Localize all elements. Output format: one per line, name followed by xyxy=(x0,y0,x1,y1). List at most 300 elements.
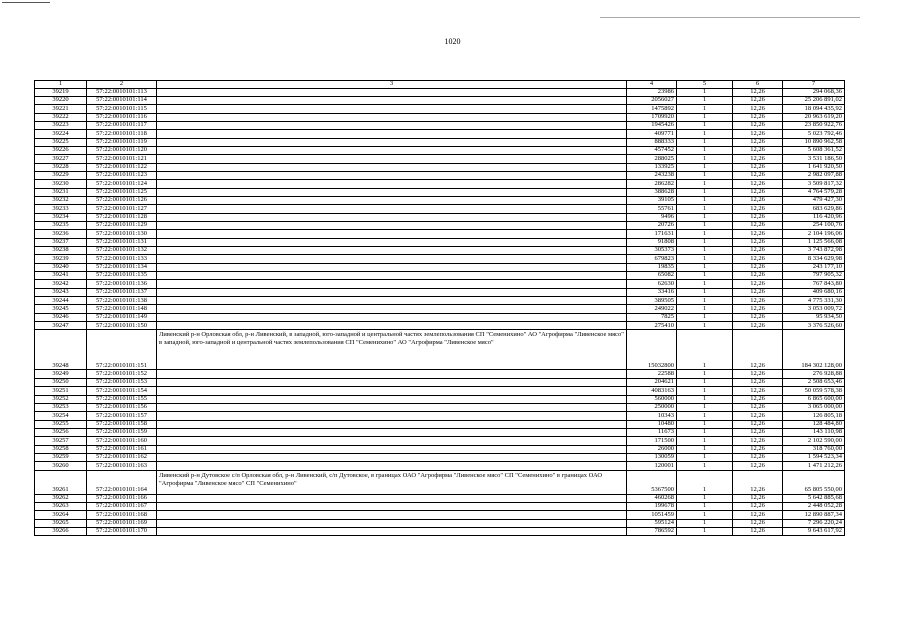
rate-value: 12,26 xyxy=(733,437,783,445)
location-description: Ливенский р-н Дутовское с/п Орловская обл, р-н Ливенский, с/п Дутовское, в границах ОАО "Агрофирма "Ливенское мясо" СП "Семенихино" в границах ОАО "Агрофирма "Ливенское мясо" СП "Семенихино" xyxy=(157,470,627,494)
location-description xyxy=(157,322,627,330)
cadastral-value: 4 775 331,30 xyxy=(783,297,845,305)
row-number: 39224 xyxy=(35,130,87,138)
cadastral-number: 57:22:0010101:116 xyxy=(87,113,157,121)
cadastral-value: 143 110,98 xyxy=(783,428,845,436)
table-row xyxy=(35,511,845,519)
cadastral-value: 1 641 920,50 xyxy=(783,163,845,171)
cadastral-number: 57:22:0010101:134 xyxy=(87,263,157,271)
cadastral-number: 57:22:0010101:124 xyxy=(87,180,157,188)
scan-artifact-top-left xyxy=(2,2,50,3)
location-description xyxy=(157,121,627,129)
cadastral-number: 57:22:0010101:158 xyxy=(87,420,157,428)
rate-value: 12,26 xyxy=(733,445,783,453)
row-number: 39231 xyxy=(35,188,87,196)
cadastral-number: 57:22:0010101:138 xyxy=(87,297,157,305)
location-description xyxy=(157,502,627,510)
area-value: 10480 xyxy=(627,420,677,428)
area-value: 22588 xyxy=(627,370,677,378)
location-description xyxy=(157,403,627,411)
location-description xyxy=(157,428,627,436)
area-value: 4083163 xyxy=(627,387,677,395)
location-description xyxy=(157,130,627,138)
cadastral-value: 116 420,96 xyxy=(783,213,845,221)
row-number: 39240 xyxy=(35,263,87,271)
cadastral-value: 2 102 590,00 xyxy=(783,437,845,445)
cadastral-value: 10 890 962,58 xyxy=(783,138,845,146)
rate-value: 12,26 xyxy=(733,105,783,113)
table-row xyxy=(35,121,845,129)
coefficient-value: 1 xyxy=(677,88,733,96)
cadastral-value: 8 334 629,98 xyxy=(783,255,845,263)
rate-value: 12,26 xyxy=(733,188,783,196)
coefficient-value: 1 xyxy=(677,378,733,386)
table-row xyxy=(35,420,845,428)
coefficient-value: 1 xyxy=(677,322,733,330)
rate-value: 12,26 xyxy=(733,403,783,411)
coefficient-value: 1 xyxy=(677,230,733,238)
column-header: 5 xyxy=(677,81,733,89)
table-row xyxy=(35,272,845,280)
table-row xyxy=(35,519,845,527)
cadastral-number: 57:22:0010101:160 xyxy=(87,437,157,445)
location-description xyxy=(157,213,627,221)
table-row xyxy=(35,180,845,188)
coefficient-value: 1 xyxy=(677,272,733,280)
area-value: 39105 xyxy=(627,196,677,204)
location-description xyxy=(157,180,627,188)
row-number: 39243 xyxy=(35,288,87,296)
rate-value: 12,26 xyxy=(733,138,783,146)
table-row xyxy=(35,462,845,470)
coefficient-value: 1 xyxy=(677,171,733,179)
coefficient-value: 1 xyxy=(677,420,733,428)
coefficient-value: 1 xyxy=(677,445,733,453)
area-value: 23986 xyxy=(627,88,677,96)
header-row xyxy=(35,81,845,89)
rate-value: 12,26 xyxy=(733,387,783,395)
table-row xyxy=(35,171,845,179)
rate-value: 12,26 xyxy=(733,113,783,121)
cadastral-value: 1 125 566,08 xyxy=(783,238,845,246)
location-description xyxy=(157,272,627,280)
row-number: 39221 xyxy=(35,105,87,113)
column-header: 6 xyxy=(733,81,783,89)
row-number: 39257 xyxy=(35,437,87,445)
location-description xyxy=(157,105,627,113)
cadastral-value: 276 928,88 xyxy=(783,370,845,378)
coefficient-value: 1 xyxy=(677,196,733,204)
row-number: 39237 xyxy=(35,238,87,246)
cadastral-number: 57:22:0010101:169 xyxy=(87,519,157,527)
cadastral-value: 2 448 052,28 xyxy=(783,502,845,510)
column-header: 3 xyxy=(157,81,627,89)
table-row xyxy=(35,213,845,221)
coefficient-value: 1 xyxy=(677,462,733,470)
cadastral-value: 6 865 600,00 xyxy=(783,395,845,403)
row-number: 39219 xyxy=(35,88,87,96)
area-value: 171500 xyxy=(627,437,677,445)
row-number: 39254 xyxy=(35,412,87,420)
row-number: 39259 xyxy=(35,453,87,461)
cadastral-value: 25 206 891,02 xyxy=(783,96,845,104)
cadastral-value: 3 743 872,98 xyxy=(783,247,845,255)
table-row xyxy=(35,330,845,370)
rate-value: 12,26 xyxy=(733,453,783,461)
area-value: 560000 xyxy=(627,395,677,403)
rate-value: 12,26 xyxy=(733,238,783,246)
rate-value: 12,26 xyxy=(733,330,783,370)
location-description xyxy=(157,420,627,428)
row-number: 39227 xyxy=(35,155,87,163)
row-number: 39245 xyxy=(35,305,87,313)
coefficient-value: 1 xyxy=(677,305,733,313)
table-row xyxy=(35,412,845,420)
cadastral-value: 5 023 792,46 xyxy=(783,130,845,138)
coefficient-value: 1 xyxy=(677,313,733,321)
area-value: 1945426 xyxy=(627,121,677,129)
area-value: 7825 xyxy=(627,313,677,321)
row-number: 39263 xyxy=(35,502,87,510)
coefficient-value: 1 xyxy=(677,263,733,271)
cadastral-value: 3 065 000,00 xyxy=(783,403,845,411)
rate-value: 12,26 xyxy=(733,322,783,330)
cadastral-number: 57:22:0010101:152 xyxy=(87,370,157,378)
area-value: 409771 xyxy=(627,130,677,138)
row-number: 39247 xyxy=(35,322,87,330)
row-number: 39251 xyxy=(35,387,87,395)
cadastral-number: 57:22:0010101:161 xyxy=(87,445,157,453)
row-number: 39265 xyxy=(35,519,87,527)
cadastral-value: 318 760,00 xyxy=(783,445,845,453)
location-description xyxy=(157,494,627,502)
row-number: 39244 xyxy=(35,297,87,305)
cadastral-number: 57:22:0010101:114 xyxy=(87,96,157,104)
cadastral-value: 128 484,80 xyxy=(783,420,845,428)
area-value: 786592 xyxy=(627,527,677,535)
rate-value: 12,26 xyxy=(733,230,783,238)
cadastral-number: 57:22:0010101:123 xyxy=(87,171,157,179)
area-value: 595124 xyxy=(627,519,677,527)
cadastral-number: 57:22:0010101:162 xyxy=(87,453,157,461)
table-row xyxy=(35,494,845,502)
rate-value: 12,26 xyxy=(733,171,783,179)
coefficient-value: 1 xyxy=(677,403,733,411)
cadastral-number: 57:22:0010101:125 xyxy=(87,188,157,196)
row-number: 39228 xyxy=(35,163,87,171)
rate-value: 12,26 xyxy=(733,255,783,263)
cadastral-value: 7 296 220,24 xyxy=(783,519,845,527)
row-number: 39266 xyxy=(35,527,87,535)
cadastral-number: 57:22:0010101:135 xyxy=(87,272,157,280)
cadastral-value: 3 053 009,72 xyxy=(783,305,845,313)
rate-value: 12,26 xyxy=(733,519,783,527)
coefficient-value: 1 xyxy=(677,395,733,403)
area-value: 1709920 xyxy=(627,113,677,121)
table-row xyxy=(35,188,845,196)
rate-value: 12,26 xyxy=(733,462,783,470)
cadastral-number: 57:22:0010101:128 xyxy=(87,213,157,221)
cadastral-number: 57:22:0010101:113 xyxy=(87,88,157,96)
area-value: 26000 xyxy=(627,445,677,453)
cadastral-value: 95 934,50 xyxy=(783,313,845,321)
table-row xyxy=(35,138,845,146)
table-row xyxy=(35,163,845,171)
location-description xyxy=(157,297,627,305)
area-value: 33416 xyxy=(627,288,677,296)
area-value: 249022 xyxy=(627,305,677,313)
rate-value: 12,26 xyxy=(733,502,783,510)
table-row xyxy=(35,288,845,296)
location-description xyxy=(157,205,627,213)
cadastral-value: 3 531 186,50 xyxy=(783,155,845,163)
rate-value: 12,26 xyxy=(733,196,783,204)
table-row xyxy=(35,370,845,378)
area-value: 2056027 xyxy=(627,96,677,104)
row-number: 39229 xyxy=(35,171,87,179)
rate-value: 12,26 xyxy=(733,470,783,494)
cadastral-number: 57:22:0010101:127 xyxy=(87,205,157,213)
area-value: 120001 xyxy=(627,462,677,470)
row-number: 39230 xyxy=(35,180,87,188)
cadastral-value: 20 963 619,20 xyxy=(783,113,845,121)
location-description xyxy=(157,527,627,535)
cadastral-number: 57:22:0010101:163 xyxy=(87,462,157,470)
rate-value: 12,26 xyxy=(733,163,783,171)
table-row xyxy=(35,113,845,121)
cadastral-number: 57:22:0010101:129 xyxy=(87,222,157,230)
cadastral-value: 2 982 097,88 xyxy=(783,171,845,179)
column-header: 2 xyxy=(87,81,157,89)
location-description xyxy=(157,511,627,519)
cadastral-value: 409 680,16 xyxy=(783,288,845,296)
cadastral-value: 184 302 128,00 xyxy=(783,330,845,370)
area-value: 388628 xyxy=(627,188,677,196)
rate-value: 12,26 xyxy=(733,395,783,403)
cadastral-number: 57:22:0010101:122 xyxy=(87,163,157,171)
rate-value: 12,26 xyxy=(733,222,783,230)
location-description xyxy=(157,387,627,395)
cadastral-value: 1 471 212,26 xyxy=(783,462,845,470)
area-value: 171631 xyxy=(627,230,677,238)
rate-value: 12,26 xyxy=(733,428,783,436)
area-value: 91808 xyxy=(627,238,677,246)
row-number: 39242 xyxy=(35,280,87,288)
row-number: 39223 xyxy=(35,121,87,129)
table-row xyxy=(35,247,845,255)
row-number: 39250 xyxy=(35,378,87,386)
row-number: 39258 xyxy=(35,445,87,453)
area-value: 888333 xyxy=(627,138,677,146)
cadastral-value: 3 509 817,32 xyxy=(783,180,845,188)
area-value: 10343 xyxy=(627,412,677,420)
coefficient-value: 1 xyxy=(677,130,733,138)
row-number: 39264 xyxy=(35,511,87,519)
table-row xyxy=(35,155,845,163)
area-value: 389505 xyxy=(627,297,677,305)
coefficient-value: 1 xyxy=(677,370,733,378)
cadastral-number: 57:22:0010101:156 xyxy=(87,403,157,411)
table-row xyxy=(35,453,845,461)
location-description xyxy=(157,88,627,96)
area-value: 204621 xyxy=(627,378,677,386)
rate-value: 12,26 xyxy=(733,155,783,163)
location-description xyxy=(157,412,627,420)
location-description xyxy=(157,163,627,171)
location-description xyxy=(157,453,627,461)
column-header: 4 xyxy=(627,81,677,89)
coefficient-value: 1 xyxy=(677,428,733,436)
row-number: 39234 xyxy=(35,213,87,221)
rate-value: 12,26 xyxy=(733,297,783,305)
location-description xyxy=(157,222,627,230)
rate-value: 12,26 xyxy=(733,305,783,313)
row-number: 39239 xyxy=(35,255,87,263)
coefficient-value: 1 xyxy=(677,519,733,527)
cadastral-value: 65 805 550,00 xyxy=(783,470,845,494)
row-number: 39248 xyxy=(35,330,87,370)
coefficient-value: 1 xyxy=(677,297,733,305)
cadastral-value: 23 850 922,76 xyxy=(783,121,845,129)
coefficient-value: 1 xyxy=(677,146,733,154)
cadastral-number: 57:22:0010101:121 xyxy=(87,155,157,163)
table-row xyxy=(35,470,845,494)
cadastral-number: 57:22:0010101:153 xyxy=(87,378,157,386)
row-number: 39236 xyxy=(35,230,87,238)
cadastral-value: 3 376 526,60 xyxy=(783,322,845,330)
coefficient-value: 1 xyxy=(677,121,733,129)
page-number: 1020 xyxy=(444,37,461,46)
cadastral-value: 5 642 885,68 xyxy=(783,494,845,502)
rate-value: 12,26 xyxy=(733,420,783,428)
row-number: 39238 xyxy=(35,247,87,255)
table-row xyxy=(35,222,845,230)
cadastral-number: 57:22:0010101:132 xyxy=(87,247,157,255)
row-number: 39232 xyxy=(35,196,87,204)
location-description xyxy=(157,96,627,104)
location-description xyxy=(157,313,627,321)
column-header: 7 xyxy=(783,81,845,89)
coefficient-value: 1 xyxy=(677,412,733,420)
cadastral-number: 57:22:0010101:136 xyxy=(87,280,157,288)
rate-value: 12,26 xyxy=(733,313,783,321)
area-value: 9496 xyxy=(627,213,677,221)
coefficient-value: 1 xyxy=(677,138,733,146)
cadastral-value: 479 427,30 xyxy=(783,196,845,204)
rate-value: 12,26 xyxy=(733,263,783,271)
location-description xyxy=(157,437,627,445)
cadastral-value: 1 594 523,34 xyxy=(783,453,845,461)
location-description xyxy=(157,462,627,470)
coefficient-value: 1 xyxy=(677,105,733,113)
location-description xyxy=(157,263,627,271)
row-number: 39253 xyxy=(35,403,87,411)
area-value: 275410 xyxy=(627,322,677,330)
column-header: 1 xyxy=(35,81,87,89)
rate-value: 12,26 xyxy=(733,378,783,386)
cadastral-number: 57:22:0010101:167 xyxy=(87,502,157,510)
area-value: 679823 xyxy=(627,255,677,263)
table-row xyxy=(35,105,845,113)
location-description xyxy=(157,519,627,527)
area-value: 130059 xyxy=(627,453,677,461)
table-row xyxy=(35,263,845,271)
table-row xyxy=(35,395,845,403)
cadastral-value: 294 068,36 xyxy=(783,88,845,96)
coefficient-value: 1 xyxy=(677,96,733,104)
cadastral-number: 57:22:0010101:137 xyxy=(87,288,157,296)
location-description xyxy=(157,113,627,121)
area-value: 5367500 xyxy=(627,470,677,494)
cadastral-number: 57:22:0010101:151 xyxy=(87,330,157,370)
location-description xyxy=(157,171,627,179)
location-description xyxy=(157,247,627,255)
cadastral-value: 9 643 617,92 xyxy=(783,527,845,535)
cadastral-number: 57:22:0010101:120 xyxy=(87,146,157,154)
coefficient-value: 1 xyxy=(677,163,733,171)
table-row xyxy=(35,230,845,238)
location-description xyxy=(157,138,627,146)
rate-value: 12,26 xyxy=(733,280,783,288)
cadastral-number: 57:22:0010101:119 xyxy=(87,138,157,146)
coefficient-value: 1 xyxy=(677,155,733,163)
table-row xyxy=(35,502,845,510)
table-row xyxy=(35,305,845,313)
table-row xyxy=(35,437,845,445)
coefficient-value: 1 xyxy=(677,247,733,255)
area-value: 19835 xyxy=(627,263,677,271)
rate-value: 12,26 xyxy=(733,213,783,221)
cadastral-number: 57:22:0010101:115 xyxy=(87,105,157,113)
table-row xyxy=(35,238,845,246)
rate-value: 12,26 xyxy=(733,247,783,255)
table-row xyxy=(35,378,845,386)
table-row xyxy=(35,428,845,436)
location-description xyxy=(157,378,627,386)
row-number: 39246 xyxy=(35,313,87,321)
cadastral-value: 2 104 196,06 xyxy=(783,230,845,238)
coefficient-value: 1 xyxy=(677,255,733,263)
rate-value: 12,26 xyxy=(733,272,783,280)
row-number: 39233 xyxy=(35,205,87,213)
cadastral-number: 57:22:0010101:154 xyxy=(87,387,157,395)
rate-value: 12,26 xyxy=(733,205,783,213)
area-value: 15032800 xyxy=(627,330,677,370)
cadastral-value: 50 059 578,38 xyxy=(783,387,845,395)
coefficient-value: 1 xyxy=(677,470,733,494)
area-value: 55761 xyxy=(627,205,677,213)
location-description xyxy=(157,188,627,196)
row-number: 39241 xyxy=(35,272,87,280)
cadastral-number: 57:22:0010101:118 xyxy=(87,130,157,138)
cadastral-number: 57:22:0010101:130 xyxy=(87,230,157,238)
row-number: 39225 xyxy=(35,138,87,146)
area-value: 286282 xyxy=(627,180,677,188)
coefficient-value: 1 xyxy=(677,280,733,288)
cadastral-number: 57:22:0010101:157 xyxy=(87,412,157,420)
row-number: 39235 xyxy=(35,222,87,230)
cadastral-value: 797 905,32 xyxy=(783,272,845,280)
table-row xyxy=(35,255,845,263)
cadastral-value: 2 508 653,46 xyxy=(783,378,845,386)
cadastral-number: 57:22:0010101:170 xyxy=(87,527,157,535)
table-row xyxy=(35,313,845,321)
cadastral-value: 126 805,18 xyxy=(783,412,845,420)
cadastral-value: 767 843,80 xyxy=(783,280,845,288)
cadastral-value: 4 764 579,28 xyxy=(783,188,845,196)
coefficient-value: 1 xyxy=(677,113,733,121)
location-description xyxy=(157,196,627,204)
